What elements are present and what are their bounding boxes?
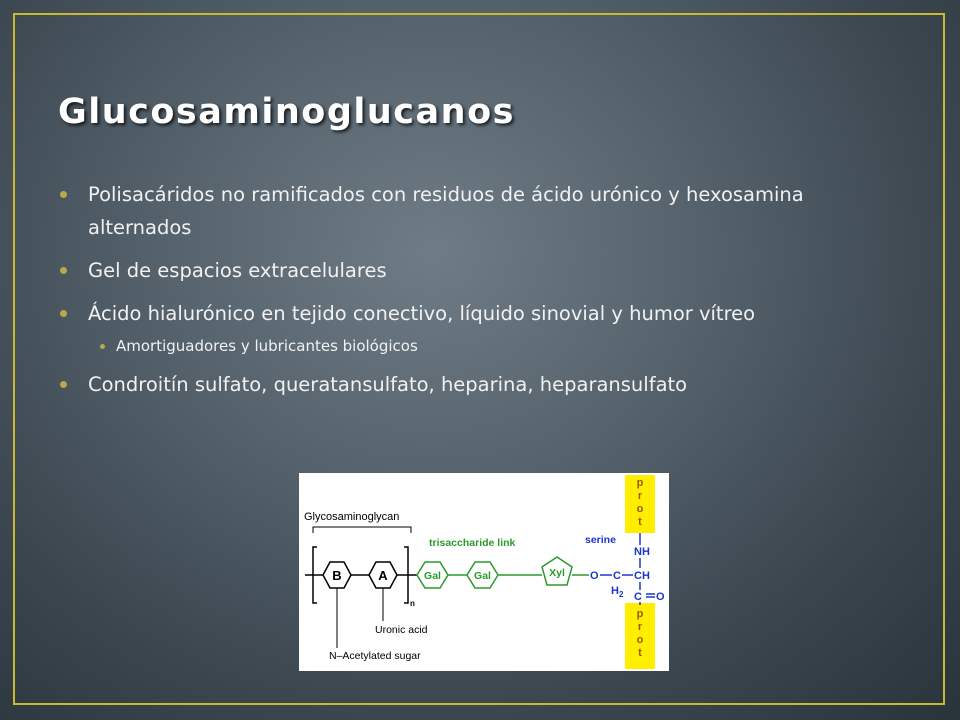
bullet-list [88,178,878,411]
glycosaminoglycan-label: Glycosaminoglycan [304,511,400,523]
hexagon-b-label: B [332,568,342,583]
trisaccharide-link-label: trisaccharide link [429,537,516,549]
prot-top-p: p [636,477,644,489]
sub-bullet-buffers-lubricants: Amortiguadores y lubricantes biológicos [116,336,878,356]
uronic-acid-label: Uronic acid [375,624,428,636]
atom-h2-subscript: 2 [619,590,624,599]
bullet-extracellular-gel: Gel de espacios extracelulares [88,254,878,287]
serine-label: serine [585,534,616,546]
prot-top-o: o [636,503,644,515]
prot-top-r: r [637,490,643,502]
atom-o: O [590,570,599,582]
atom-ch: CH [634,570,650,582]
bullet-hyaluronic-acid: Ácido hialurónico en tejido conectivo, líquido sinovial y humor vítreo [88,297,878,330]
hexagon-a-label: A [378,568,388,583]
gal-1-label: Gal [424,570,441,582]
xyl-label: Xyl [549,567,565,579]
slide-title: Glucosaminoglucanos [58,92,515,132]
bullet-examples: Condroitín sulfato, queratansulfato, heparina, heparansulfato [88,368,878,401]
prot-bottom-p: p [636,608,644,620]
atom-h2: H [611,585,619,597]
bullet-polysaccharides: Polisacáridos no ramificados con residuos de ácido urónico y hexosamina alternados [88,178,878,244]
gal-2-label: Gal [474,570,491,582]
glycosaminoglycan-diagram [299,473,669,671]
prot-bottom-t: t [638,647,642,659]
atom-carbonyl-o: O [656,591,665,603]
glycosaminoglycan-brace [313,527,411,533]
repeat-subscript: n [410,599,415,608]
atom-carbonyl-c: C [634,591,642,603]
atom-nh: NH [634,546,650,558]
atom-c: C [613,570,621,582]
diagram-svg [299,473,669,671]
prot-top-t: t [638,516,642,528]
prot-bottom-r: r [637,621,643,633]
prot-bottom-o: o [636,634,644,646]
acetylated-sugar-label: N–Acetylated sugar [329,650,421,662]
